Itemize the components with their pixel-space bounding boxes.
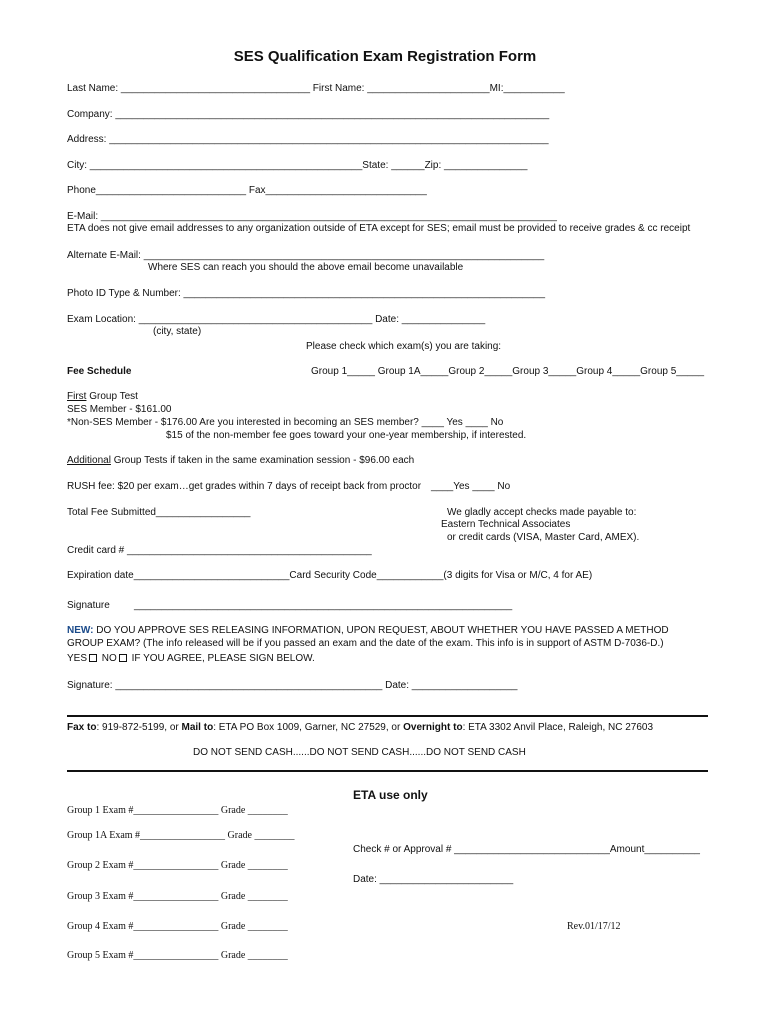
address-field[interactable]: Address: _______________________________________________________________________________ bbox=[67, 134, 549, 145]
rush-yes-no[interactable]: ____Yes ____ No bbox=[431, 481, 511, 492]
total-fee-field[interactable]: Total Fee Submitted_________________ bbox=[67, 507, 251, 518]
overnight-label: Overnight to bbox=[403, 722, 463, 733]
approval-question-line-1 bbox=[67, 625, 669, 637]
payable-line-3: or credit cards (VISA, Master Card, AMEX). bbox=[447, 532, 640, 543]
approval-choice bbox=[67, 653, 315, 665]
email-note: ETA does not give email addresses to any organization outside of ETA except for SES; email must be provided to receive grades & cc receipt bbox=[67, 223, 691, 234]
yes-label: YES bbox=[67, 653, 88, 664]
photo-id-field[interactable]: Photo ID Type & Number: _________________________________________________________________ bbox=[67, 288, 546, 299]
group-1-exam-row[interactable]: Group 1 Exam #_________________ Grade ________ bbox=[67, 805, 288, 816]
signature-line[interactable]: ____________________________________________________________________ bbox=[134, 600, 513, 611]
rush-fee: RUSH fee: $20 per exam…get grades within 7 days of receipt back from proctor bbox=[67, 481, 422, 492]
group-4-exam-row[interactable]: Group 4 Exam #_________________ Grade ________ bbox=[67, 921, 288, 932]
membership-note: $15 of the non-member fee goes toward your one-year membership, if interested. bbox=[166, 430, 527, 441]
agree-text: IF YOU AGREE, PLEASE SIGN BELOW. bbox=[131, 653, 315, 664]
additional-tests-fee bbox=[67, 455, 414, 467]
no-cash-warning: DO NOT SEND CASH......DO NOT SEND CASH......DO NOT SEND CASH bbox=[193, 747, 526, 758]
check-approval-field[interactable]: Check # or Approval # ____________________________Amount__________ bbox=[353, 844, 700, 855]
additional-rest: Group Tests if taken in the same examination session - $96.00 each bbox=[110, 455, 415, 466]
overnight-value: : ETA 3302 Anvil Place, Raleigh, NC 27603 bbox=[462, 722, 654, 733]
mailing-instructions bbox=[67, 722, 653, 734]
divider-bottom bbox=[67, 770, 708, 772]
mail-label: Mail to bbox=[181, 722, 214, 733]
yes-checkbox[interactable] bbox=[89, 654, 97, 662]
group-1a-exam-row[interactable]: Group 1A Exam #_________________ Grade ________ bbox=[67, 830, 295, 841]
eta-use-heading: ETA use only bbox=[353, 788, 428, 802]
first-group-heading bbox=[67, 391, 138, 403]
approval-text-1: DO YOU APPROVE SES RELEASING INFORMATION, UPON REQUEST, ABOUT WHETHER YOU HAVE PASSED A METHOD bbox=[93, 625, 669, 636]
fax-label: Fax to bbox=[67, 722, 97, 733]
non-ses-member-fee[interactable]: *Non-SES Member - $176.00 Are you interested in becoming an SES member? ____ Yes ____ No bbox=[67, 417, 504, 428]
first-group-rest: Group Test bbox=[86, 391, 138, 402]
payable-line-1: We gladly accept checks made payable to: bbox=[447, 507, 637, 518]
fee-schedule-heading: Fee Schedule bbox=[67, 366, 132, 377]
email-field[interactable]: E-Mail: __________________________________________________________________________________ bbox=[67, 211, 557, 222]
alternate-email-field[interactable]: Alternate E-Mail: ________________________________________________________________________ bbox=[67, 250, 545, 261]
signature-label: Signature bbox=[67, 600, 110, 611]
first-word: First bbox=[67, 391, 87, 402]
city-state-note: (city, state) bbox=[153, 326, 202, 337]
new-label: NEW: bbox=[67, 625, 94, 636]
city-state-zip-field[interactable]: City: _________________________________________________State: ______Zip: _______________ bbox=[67, 160, 528, 171]
divider-top bbox=[67, 715, 708, 717]
eta-date-field[interactable]: Date: ________________________ bbox=[353, 874, 514, 885]
fax-value: : 919-872-5199, or bbox=[96, 722, 182, 733]
approval-signature-field[interactable]: Signature: ________________________________________________ Date: ___________________ bbox=[67, 680, 518, 691]
no-label: NO bbox=[101, 653, 117, 664]
group-5-exam-row[interactable]: Group 5 Exam #_________________ Grade ________ bbox=[67, 950, 288, 961]
mail-value: : ETA PO Box 1009, Garner, NC 27529, or bbox=[213, 722, 404, 733]
alternate-email-note: Where SES can reach you should the above email become unavailable bbox=[148, 262, 464, 273]
phone-fax-field[interactable]: Phone___________________________ Fax_____________________________ bbox=[67, 185, 427, 196]
group-checklist[interactable]: Group 1_____ Group 1A_____Group 2_____Group 3_____Group 4_____Group 5_____ bbox=[311, 366, 705, 377]
group-3-exam-row[interactable]: Group 3 Exam #_________________ Grade ________ bbox=[67, 891, 288, 902]
payable-line-2: Eastern Technical Associates bbox=[441, 519, 571, 530]
group-2-exam-row[interactable]: Group 2 Exam #_________________ Grade ________ bbox=[67, 860, 288, 871]
no-checkbox[interactable] bbox=[119, 654, 127, 662]
company-field[interactable]: Company: ______________________________________________________________________________ bbox=[67, 109, 550, 120]
last-name-field[interactable]: Last Name: __________________________________ First Name: ______________________MI:___________ bbox=[67, 83, 565, 94]
form-title: SES Qualification Exam Registration Form bbox=[233, 48, 537, 65]
exam-location-field[interactable]: Exam Location: __________________________________________ Date: _______________ bbox=[67, 314, 486, 325]
check-exam-instruction: Please check which exam(s) you are taking: bbox=[306, 341, 502, 352]
approval-question-line-2: GROUP EXAM? (The info released will be if you passed an exam and the date of the exam. This info is in support of ASTM D-7036-D.) bbox=[67, 638, 664, 649]
ses-member-fee: SES Member - $161.00 bbox=[67, 404, 172, 415]
credit-card-field[interactable]: Credit card # ____________________________________________ bbox=[67, 545, 372, 556]
revision-label: Rev.01/17/12 bbox=[567, 921, 621, 932]
expiration-security-field[interactable]: Expiration date____________________________Card Security Code____________(3 digits for Visa or M/C, 4 for AE) bbox=[67, 570, 593, 581]
additional-word: Additional bbox=[67, 455, 111, 466]
